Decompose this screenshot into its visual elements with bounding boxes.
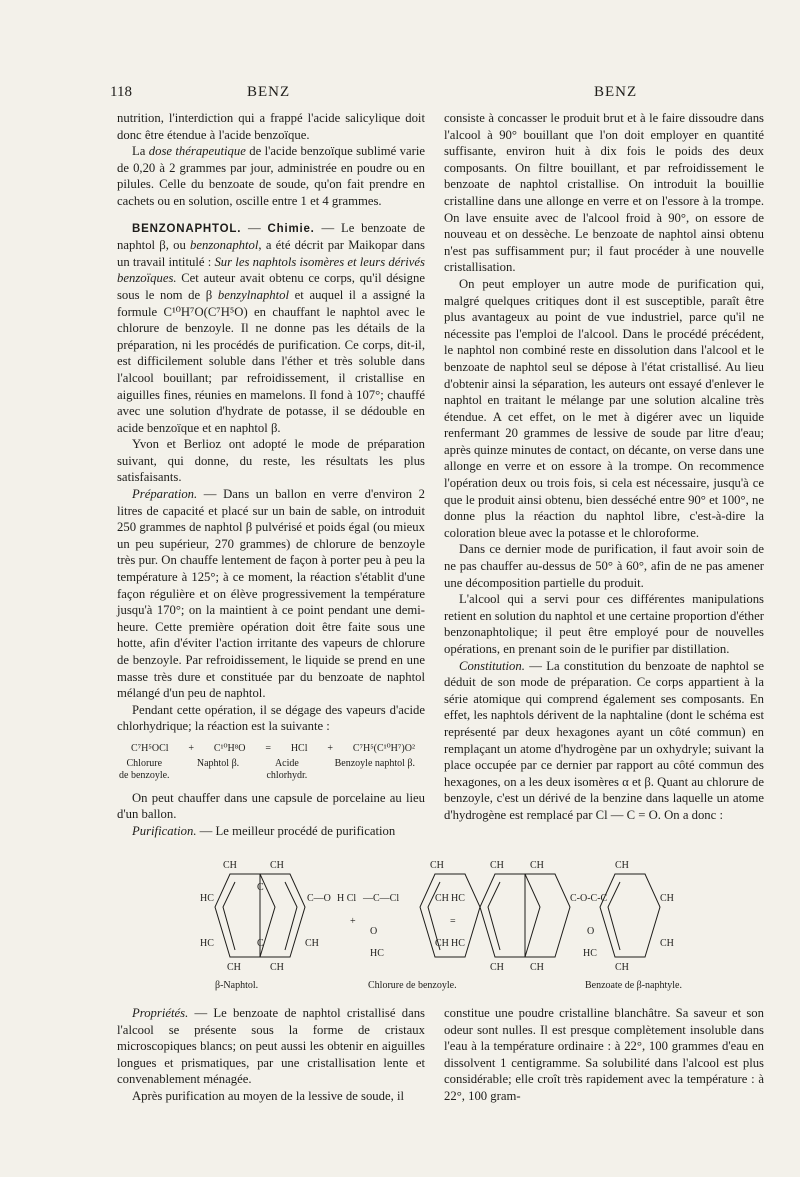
- running-head: [110, 84, 770, 106]
- paragraph: Yvon et Berlioz ont adopté le mode de préparation suivant, qui donne, du reste, les résultats les plus satisfaisants.: [117, 437, 425, 485]
- atom-label: HC: [583, 948, 597, 959]
- plus-sign: +: [350, 916, 356, 927]
- paragraph: nutrition, l'interdiction qui a frappé l'acide salicylique doit donc être étendue à l'acide benzoïque.: [117, 111, 425, 142]
- atom-label: HC: [451, 893, 465, 904]
- atom-label: O: [370, 926, 378, 937]
- atom-label: CH: [435, 893, 449, 904]
- paragraph: La dose thérapeutique de l'acide benzoïque sublimé varie de 0,20 à 2 grammes par jour, administrée en poudre ou en pilules. Celle du benzoate de soude, qu'on fait prendre en cachets ou en solution, oscille entre 1 et 4 grammes.: [117, 144, 425, 208]
- caption-benzoate-naphtyle: Benzoate de β-naphtyle.: [585, 980, 682, 991]
- atom-label: C: [257, 938, 264, 949]
- atom-label: CH: [270, 962, 284, 973]
- paragraph: On peut employer un autre mode de purification qui, malgré quelques critiques dont il est susceptible, paraît être plus avantageux au point de vue industriel, parce qu'il ne nécessite pas l'emploi de l'alcool. Dans le procédé précédent, le naphtol non combiné reste en dissolution dans l'alcool et le benzoate de naphtol seul se dépose à l'état cristallisé. Au lieu d'obtenir ainsi la séparation, les auteurs ont essayé d'enlever le naphtol en traitant le mélange par une solution alcaline très étendue. A cet effet, on le met à digérer avec un liquide renfermant 20 grammes de lessive de soude par litre d'eau; après quinze minutes de contact, on décante, on verse dans une allonge en verre et on essore à la trompe. On recommence l'opération deux ou trois fois, si cela est nécessaire, jusqu'à ce que le produit ainsi obtenu, bien desséché entre 90° et 100°, ne donne plus la réaction du naphtol libre, c'est-à-dire la coloration bleue avec la potasse et le chloroforme.: [444, 276, 764, 540]
- running-title-left: BENZ: [247, 84, 291, 100]
- lower-right-column: [444, 1005, 764, 1105]
- equals-sign: =: [450, 916, 456, 927]
- atom-label: HC: [370, 948, 384, 959]
- link-label: C—O: [307, 893, 331, 904]
- entry-heading: BENZONAPHTOL.: [132, 222, 242, 235]
- atom-label: CH: [490, 860, 504, 871]
- atom-label: CH: [223, 860, 237, 871]
- atom-label: CH: [615, 860, 629, 871]
- atom-label: CH: [490, 962, 504, 973]
- atom-label: CH: [305, 938, 319, 949]
- atom-label: HC: [451, 938, 465, 949]
- running-title-right: BENZ: [594, 84, 638, 100]
- atom-label: C: [257, 882, 264, 893]
- reaction-labels: Chlorure de benzoyle. Naphtol β. Acide chlorhydr. Benzoyle naphtol β.: [119, 757, 415, 781]
- page-number: 118: [110, 84, 132, 100]
- paragraph: Après purification au moyen de la lessive de soude, il: [132, 1088, 405, 1103]
- entry-benzonaphtol: BENZONAPHTOL. — Chimie. — Le benzoate de naphtol β, ou benzonaphtol, a été décrit par Maikopar dans un travail intitulé : Sur les naphtols isomères et leurs dérivés benzoïques. Cet auteur avait obtenu ce corps, qu'il désigne sous le nom de β benzylnaphtol et auquel il a assigné la formule C¹⁰H⁷O(C⁷H⁵O) en chauffant le naphtol avec le chlorure de benzoyle. Il ne donne pas les détails de la préparation, ni les procédés de purification. Ce corps, dit-il, est difficilement soluble dans l'éther et très soluble dans l'alcool bouillant; par refroidissement, il cristallise en aiguilles fines, réunies en mamelons. Il fond à 107°; chauffé avec une solution d'hydrate de potasse, il se dédouble en acide benzoïque et en naphtol β.: [117, 220, 425, 435]
- paragraph: constitue une poudre cristalline blanchâtre. Sa saveur et son odeur sont nulles. Il est presque complètement insoluble dans l'eau à la température ordinaire : à 22°, 100 grammes d'eau en dissolvent 1 centigramme. Sa solubilité dans l'alcool est plus considérable; elle croît très rapidement avec la température : à 22°, 100 gram-: [444, 1006, 764, 1103]
- paragraph: consiste à concasser le produit brut et à le faire dissoudre dans l'alcool à 90° bouillant que l'on doit employer en quantité suffisante, environ huit à dix fois le poids des deux composants. On filtre bouillant, et par refroidissement le benzoate de naphtol cristallise. On introduit la bouillie cristalline dans une allonge en verre et on l'essore à la trompe. On lave ensuite avec de l'alcool froid à 90°, on essore de nouveau et on dessèche. Le benzoate de naphtol ainsi obtenu n'est pas suffisamment pur; il faut procéder à une nouvelle cristallisation.: [444, 111, 764, 275]
- atom-label: CH: [660, 893, 674, 904]
- atom-label: CH: [530, 962, 544, 973]
- atom-label: CH: [227, 962, 241, 973]
- lower-left-column: [117, 1005, 425, 1105]
- caption-naphtol: β-Naphtol.: [215, 980, 259, 991]
- paragraph-proprietes: Propriétés. — Le benzoate de naphtol cristallisé dans l'alcool se présente sous la forme de cristaux microscopiques blancs; on peut aussi les obtenir en aiguilles longues et prismatiques, par une cristallisation lente et convenablement ménagée.: [117, 1006, 425, 1087]
- atom-label: CH: [615, 962, 629, 973]
- benzoate-naphtyle-structure: [480, 874, 660, 957]
- link-label: —C—Cl: [363, 893, 400, 904]
- paragraph: On peut chauffer dans une capsule de porcelaine au lieu d'un ballon.: [117, 790, 425, 822]
- atom-label: CH: [660, 938, 674, 949]
- reaction-equation: C⁷H⁵OCl + C¹⁰H⁸O = HCl + C⁷H⁵(C¹⁰H⁷)O²: [131, 742, 415, 754]
- paragraph: Dans ce dernier mode de purification, il faut avoir soin de ne pas chauffer au-dessus de 50° à 60°, afin de ne pas amener une décomposition partielle du produit.: [444, 542, 764, 590]
- atom-label: CH: [530, 860, 544, 871]
- entry-section-tag: Chimie.: [267, 222, 315, 235]
- hcl-label: H Cl: [337, 893, 357, 904]
- left-column: [117, 110, 425, 839]
- caption-benzoyl-chloride: Chlorure de benzoyle.: [368, 980, 457, 991]
- paragraph: L'alcool qui a servi pour ces différentes manipulations retient en solution du naphtol et une certaine proportion d'éther benzonaphtolique; il peut être employé pour de nouvelles opérations, en prenant soin de le purifier par distillation.: [444, 592, 764, 656]
- structural-formula-diagram: [195, 852, 775, 1002]
- paragraph-preparation: Préparation. — Dans un ballon en verre d'environ 2 litres de capacité et placé sur un bain de sable, on introduit 250 grammes de naphtol β pulvérisé et poids égal (ou mieux un peu supérieur, 270 grammes) de chlorure de benzoyle très pur. On chauffe lentement de façon à porter peu à peu la température à 125°; à ce moment, la réaction s'établit d'une façon régulière et on élève progressivement la température jusqu'à 170°; on la maintient à ce point pendant une demi-heure. Cette première opération doit être faite sous une hotte, afin d'éviter l'action irritante des vapeurs de chlorure de benzoyle. Par refroidissement, le liquide se prend en une masse très dure et constituée par du benzoate de naphtol mélangé d'un peu de naphtol.: [117, 487, 425, 701]
- link-label: C-O-C-C: [570, 893, 608, 904]
- paragraph-purification: Purification. — Le meilleur procédé de purification: [132, 823, 396, 838]
- atom-label: CH: [435, 938, 449, 949]
- atom-label: O: [587, 926, 595, 937]
- atom-label: HC: [200, 893, 214, 904]
- paragraph: Pendant cette opération, il se dégage des vapeurs d'acide chlorhydrique; la réaction est la suivante :: [117, 702, 425, 734]
- atom-label: CH: [430, 860, 444, 871]
- right-column: [444, 110, 764, 824]
- atom-label: CH: [270, 860, 284, 871]
- atom-label: HC: [200, 938, 214, 949]
- paragraph-constitution: Constitution. — La constitution du benzoate de naphtol se déduit de son mode de préparation. Ce corps appartient à la série atomique qui comprend également ses composants. En effet, les naphtols dérivent de la naphtaline (dont le schéma est représenté par deux hexagones ayant un côté commun) en remplaçant un atome d'hydrogène par un oxhydryle; suivant la place occupée par ce dernier par rapport au côté commun des hexagones, on a les deux isomères α et β. Quant au chlorure de benzoyle, c'est un dérivé de la benzine dans laquelle un atome d'hydrogène est remplacé par Cl — C = O. On a donc :: [444, 658, 764, 822]
